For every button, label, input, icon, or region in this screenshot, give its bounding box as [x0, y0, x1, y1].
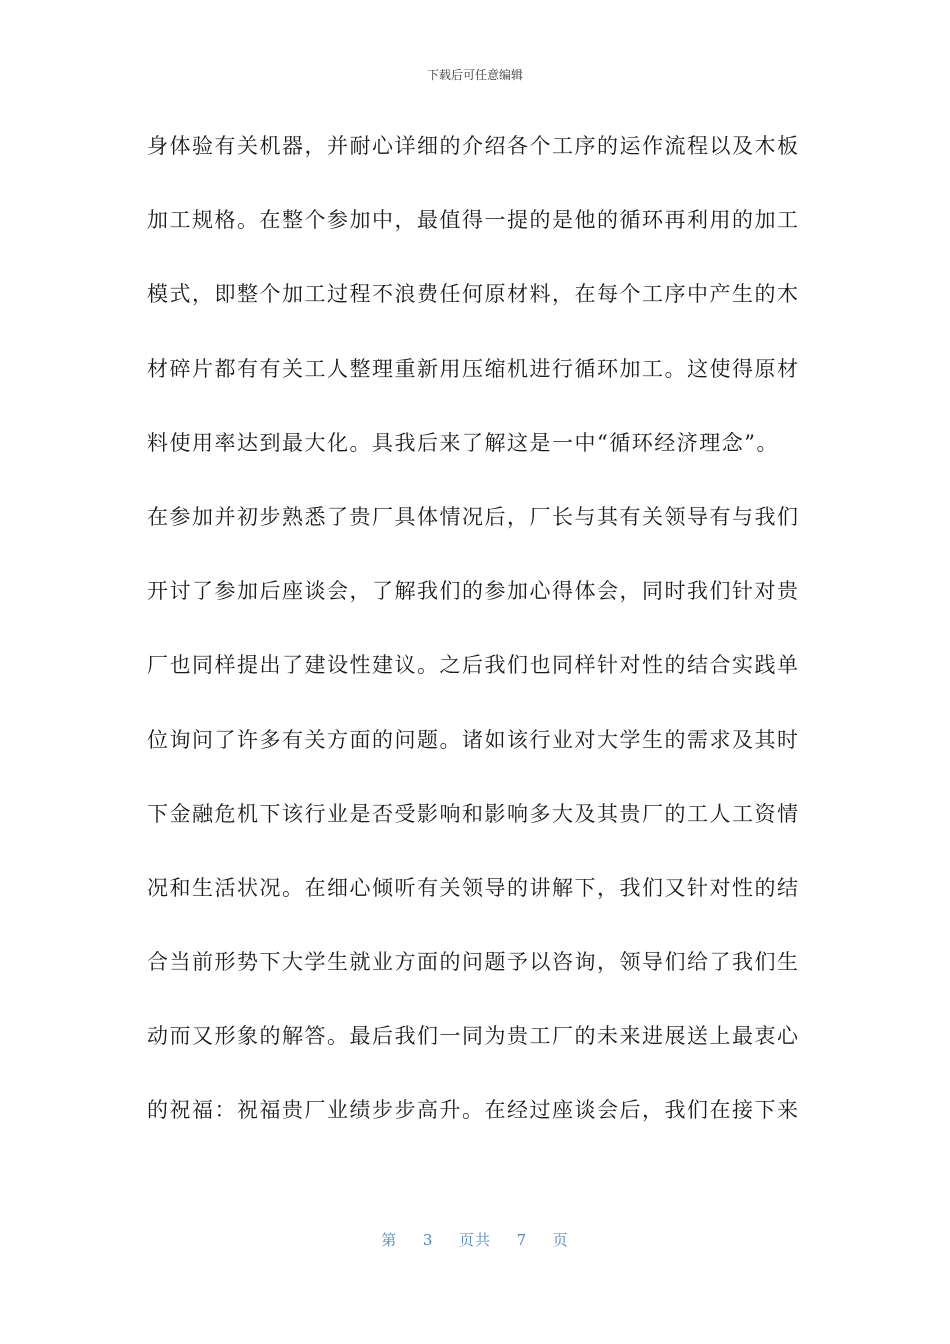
- page-label: 第: [381, 1231, 398, 1249]
- body-line: 合当前形势下大学生就业方面的问题予以咨询，领导们给了我们生: [147, 950, 800, 975]
- body-line: 动而又形象的解答。最后我们一同为贵工厂的未来进展送上最衷心: [147, 1024, 800, 1049]
- body-line: 位询问了许多有关方面的问题。诸如该行业对大学生的需求及其时: [147, 727, 800, 752]
- body-line: 厂也同样提出了建设性建议。之后我们也同样针对性的结合实践单: [147, 653, 800, 678]
- total-pages-number: 7: [516, 1231, 528, 1249]
- body-line: 开讨了参加后座谈会，了解我们的参加心得体会，同时我们针对贵: [147, 579, 800, 604]
- body-line: 材碎片都有有关工人整理重新用压缩机进行循环加工。这使得原材: [147, 356, 800, 381]
- page-header: 下载后可任意编辑: [426, 68, 523, 82]
- body-line: 料使用率达到最大化。具我后来了解这是一中“循环经济理念”。: [147, 430, 779, 455]
- page-suffix: 页: [552, 1231, 569, 1249]
- document-body: [147, 122, 800, 1161]
- body-line: 在参加并初步熟悉了贵厂具体情况后，厂长与其有关领导有与我们: [147, 504, 800, 529]
- current-page-number: 3: [422, 1231, 434, 1249]
- page-footer: [0, 1229, 950, 1250]
- body-line: 下金融危机下该行业是否受影响和影响多大及其贵厂的工人工资情: [147, 801, 800, 826]
- body-line: 身体验有关机器，并耐心详细的介绍各个工序的运作流程以及木板: [147, 134, 800, 158]
- body-line: 况和生活状况。在细心倾听有关领导的讲解下，我们又针对性的结: [147, 875, 800, 900]
- total-label: 页共: [458, 1231, 491, 1249]
- body-line: 加工规格。在整个参加中，最值得一提的是他的循环再利用的加工: [147, 208, 800, 233]
- body-line: 模式，即整个加工过程不浪费任何原材料，在每个工序中产生的木: [147, 282, 800, 307]
- body-line: 的祝福：祝福贵厂业绩步步高升。在经过座谈会后，我们在接下来: [147, 1098, 800, 1123]
